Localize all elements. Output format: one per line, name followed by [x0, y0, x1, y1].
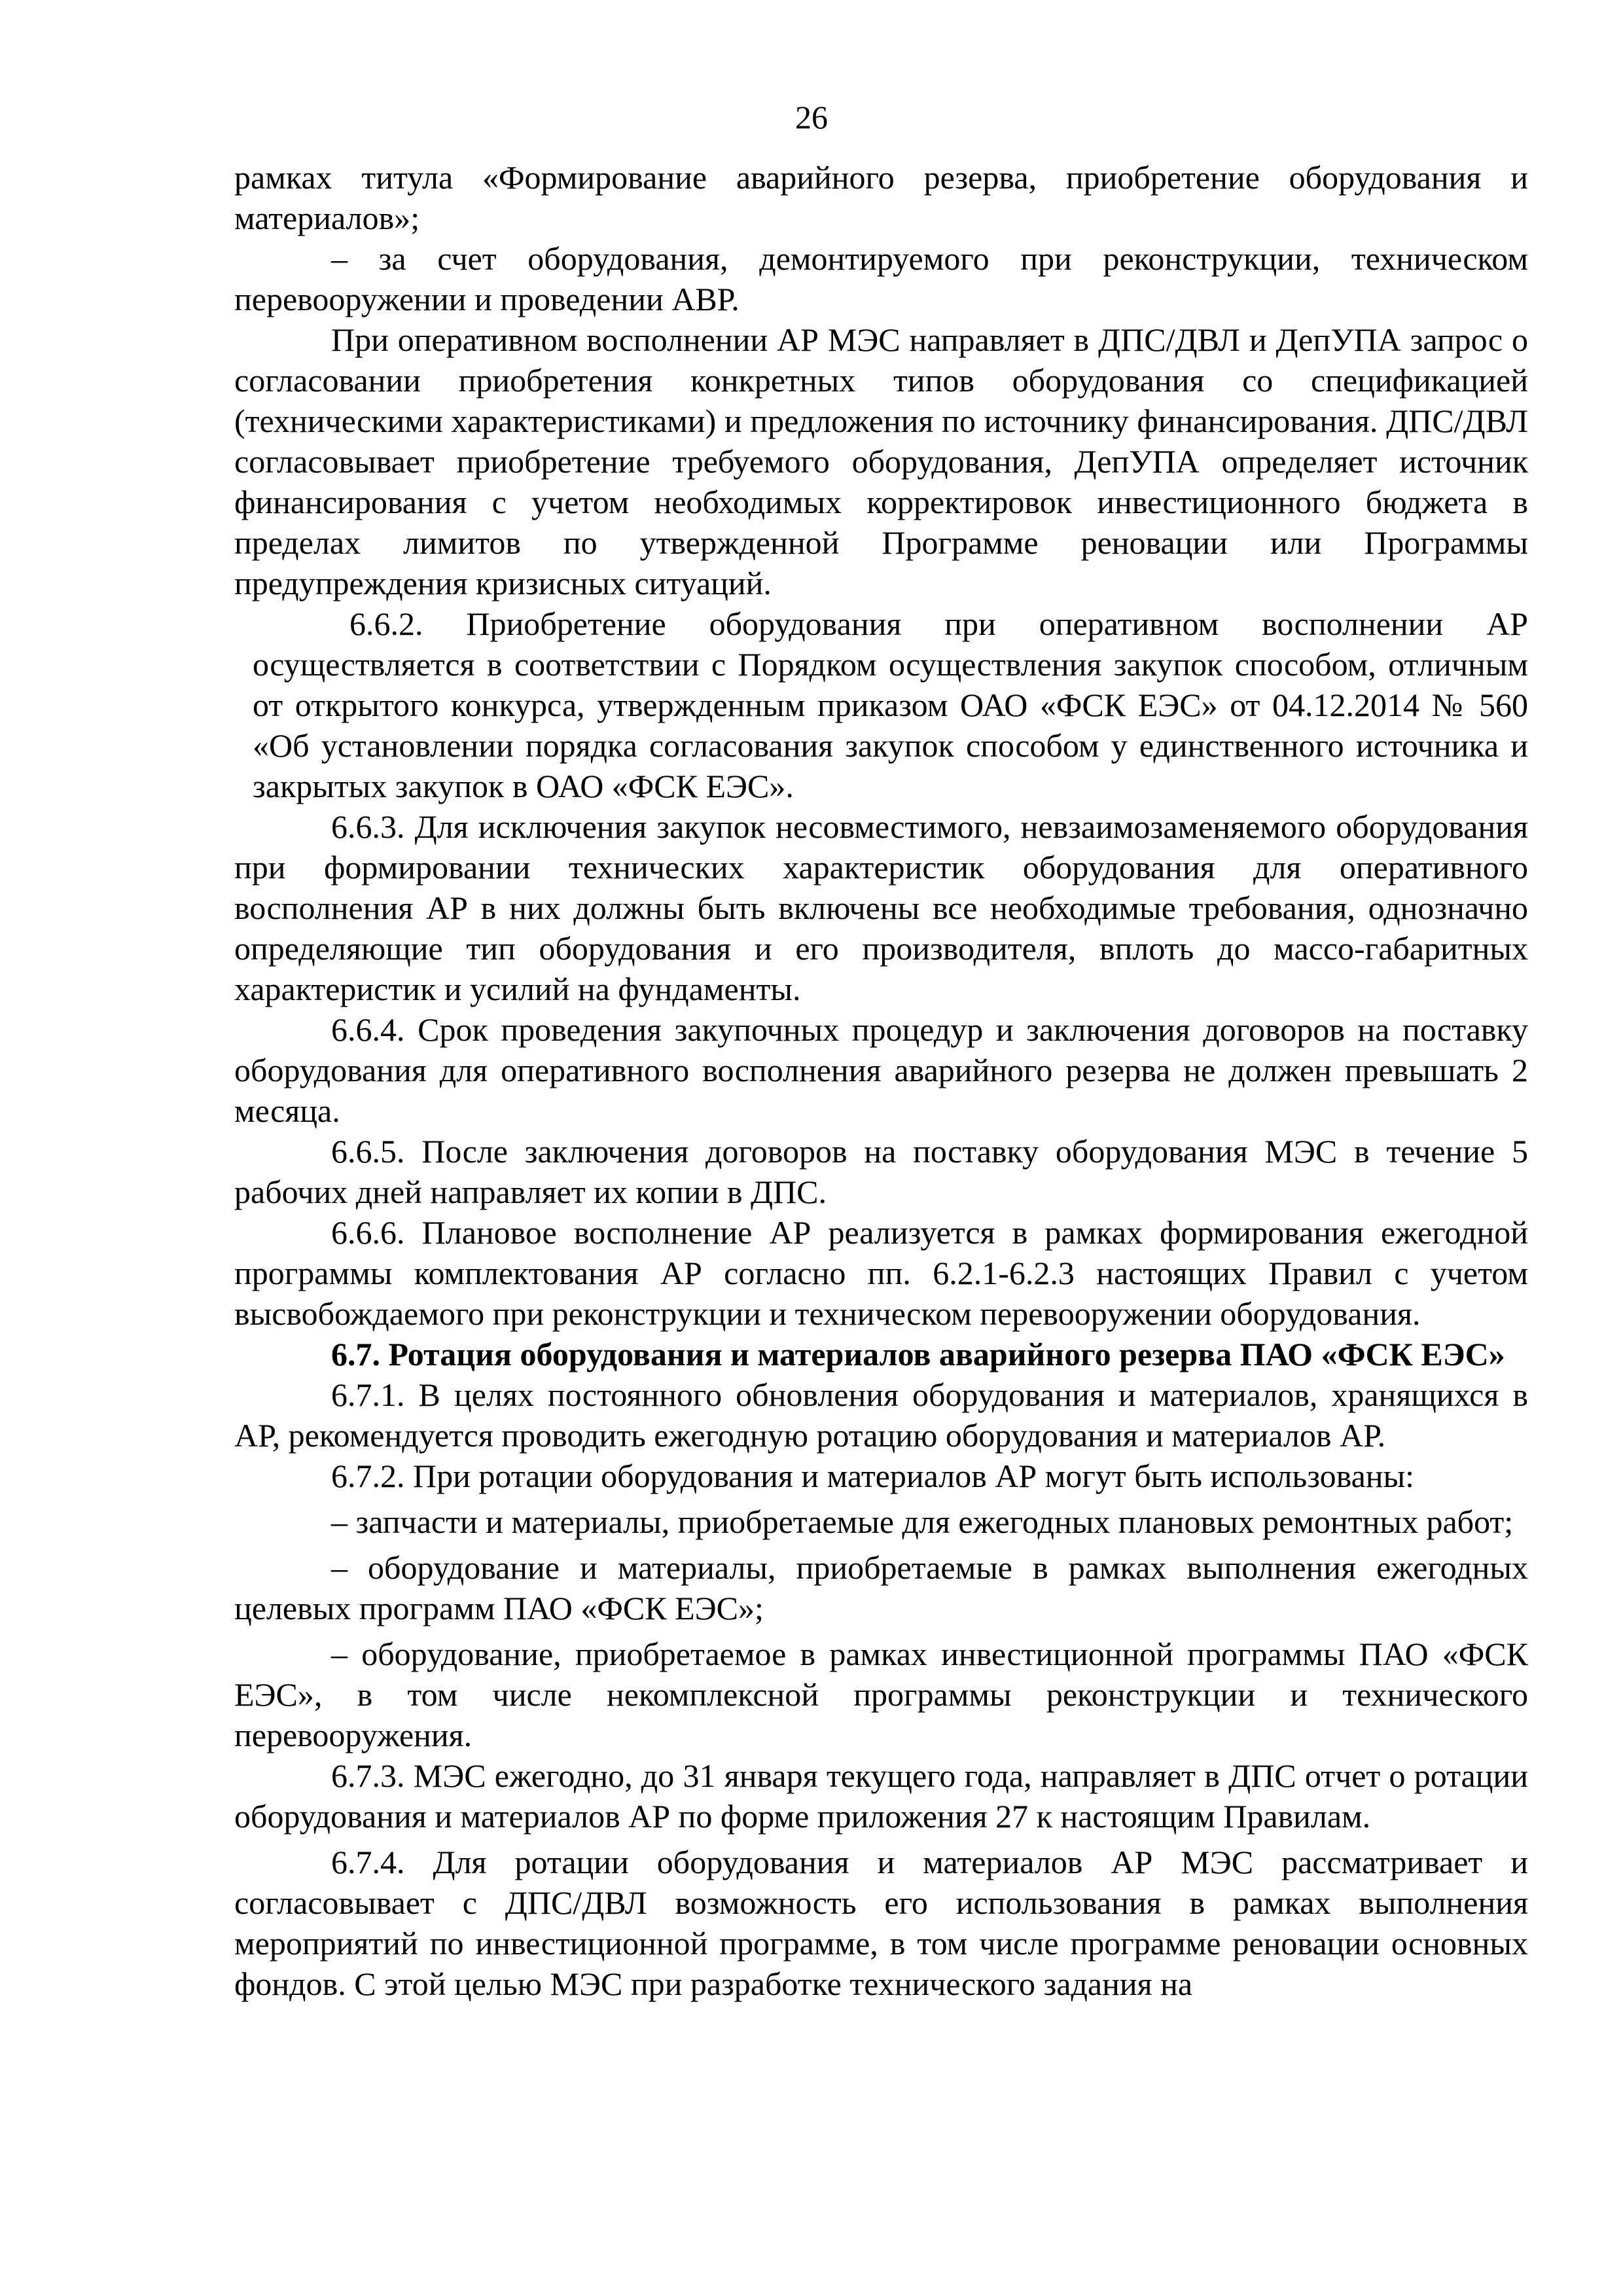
clause-6-6-3: 6.6.3. Для исключения закупок несовместимого, невзаимозаменяемого оборудования при формировании технических характеристик оборудования для оперативного восполнения АР в них должны быть включены все необходимые требования, однозначно определяющие тип оборудования и его производителя, вплоть до массо-габаритных характеристик и усилий на фундаменты.	[234, 808, 1528, 1007]
clause-6-6-4: 6.6.4. Срок проведения закупочных процедур и заключения договоров на поставку оборудования для оперативного восполнения аварийного резерва не должен превышать 2 месяца.	[234, 1011, 1528, 1129]
clause-6-6-6: 6.6.6. Плановое восполнение АР реализуется в рамках формирования ежегодной программы комплектования АР согласно пп. 6.2.1-6.2.3 настоящих Правил с учетом высвобождаемого при реконструкции и техническом перевооружении оборудования.	[234, 1214, 1528, 1332]
clause-6-7-2: 6.7.2. При ротации оборудования и материалов АР могут быть использованы:	[331, 1458, 1415, 1494]
page-number: 26	[795, 99, 828, 135]
list-item-dismantled-equipment: – за счет оборудования, демонтируемого при реконструкции, техническом перевооружении и проведении АВР.	[234, 240, 1528, 317]
paragraph-operational-replenishment: При оперативном восполнении АР МЭС направляет в ДПС/ДВЛ и ДепУПА запрос о согласовании приобретения конкретных типов оборудования со спецификацией (техническими характеристиками) и предложения по источнику финансирования. ДПС/ДВЛ согласовывает приобретение требуемого оборудования, ДепУПА определяет источник финансирования с учетом необходимых корректировок инвестиционного бюджета в пределах лимитов по утвержденной Программе реновации или Программы предупреждения кризисных ситуаций.	[234, 321, 1528, 601]
document-body	[234, 157, 1528, 2004]
clause-6-6-2: 6.6.2. Приобретение оборудования при оперативном восполнении АР осуществляется в соответствии с Порядком осуществления закупок способом, отличным от открытого конкурса, утвержденным приказом ОАО «ФСК ЕЭС» от 04.12.2014 № 560 «Об установлении порядка согласования закупок способом у единственного источника и закрытых закупок в ОАО «ФСК ЕЭС».	[253, 605, 1528, 804]
section-heading-6-7: 6.7. Ротация оборудования и материалов аварийного резерва ПАО «ФСК ЕЭС»	[331, 1336, 1505, 1372]
list-item-spare-parts: – запчасти и материалы, приобретаемые для ежегодных плановых ремонтных работ;	[331, 1503, 1514, 1540]
clause-6-7-3: 6.7.3. МЭС ежегодно, до 31 января текущего года, направляет в ДПС отчет о ротации оборудования и материалов АР по форме приложения 27 к настоящим Правилам.	[234, 1757, 1528, 1835]
clause-6-7-4: 6.7.4. Для ротации оборудования и материалов АР МЭС рассматривает и согласовывает с ДПС/ДВЛ возможность его использования в рамках выполнения мероприятий по инвестиционной программе, в том числе программе реновации основных фондов. С этой целью МЭС при разработке технического задания на	[234, 1844, 1528, 2002]
list-item-investment-program: – оборудование, приобретаемое в рамках инвестиционной программы ПАО «ФСК ЕЭС», в том числе некомплексной программы реконструкции и технического перевооружения.	[234, 1636, 1528, 1753]
list-item-target-programs: – оборудование и материалы, приобретаемые в рамках выполнения ежегодных целевых программ ПАО «ФСК ЕЭС»;	[234, 1549, 1528, 1626]
clause-6-7-1: 6.7.1. В целях постоянного обновления оборудования и материалов, хранящихся в АР, рекомендуется проводить ежегодную ротацию оборудования и материалов АР.	[234, 1376, 1528, 1454]
clause-6-6-5: 6.6.5. После заключения договоров на поставку оборудования МЭС в течение 5 рабочих дней направляет их копии в ДПС.	[234, 1133, 1528, 1210]
paragraph-continuation: рамках титула «Формирование аварийного резерва, приобретение оборудования и материалов»;	[234, 159, 1528, 236]
